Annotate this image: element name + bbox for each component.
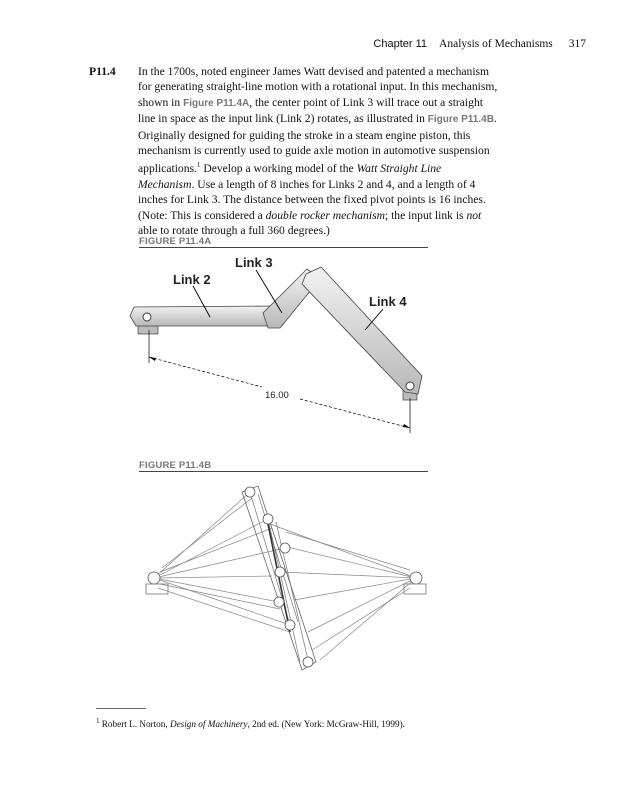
dimension-arrow-left bbox=[149, 357, 156, 361]
problem-text-1: In the 1700s, noted engineer James Watt devised and patented a mechanism for generating straight-line motion with a rotational input. In this mechanism, shown in bbox=[138, 65, 498, 109]
problem-text-5: . Use a length of 8 inches for Links 2 and 4, and a length of 4 inches for Link 3. The distance between the fixed pivot points is 16 inches. (Note: This is considered a bbox=[138, 177, 486, 222]
chapter-title: Analysis of Mechanisms bbox=[439, 38, 553, 50]
pivot-coupler-top bbox=[263, 514, 273, 524]
problem-text bbox=[138, 64, 498, 238]
link-2-bar bbox=[130, 306, 286, 326]
pivot-center bbox=[275, 567, 285, 577]
problem-text-6: ; the input link is bbox=[384, 208, 467, 222]
left-base-b bbox=[146, 584, 168, 594]
link-2-positions bbox=[154, 492, 290, 632]
footnote-rule bbox=[96, 708, 146, 709]
figure-a-rule bbox=[139, 247, 428, 248]
figure-a-reference[interactable]: Figure P11.4A bbox=[183, 97, 250, 109]
footnote-book-title: Design of Machinery bbox=[169, 719, 248, 730]
left-ground-pivot-b bbox=[148, 572, 160, 584]
right-ground-pivot-b bbox=[410, 572, 422, 584]
double-rocker-term: double rocker mechanism bbox=[265, 208, 385, 222]
problem-text-2: , the center point of Link 3 will trace out a straight line in space as the input link (Link 2) rotates, as illustrated in bbox=[138, 95, 483, 126]
figure-a-title: FIGURE P11.4A bbox=[139, 236, 212, 247]
footnote-text-2: , 2nd ed. (New York: McGraw-Hill, 1999). bbox=[247, 719, 405, 730]
figure-b-reference[interactable]: Figure P11.4B bbox=[427, 114, 494, 126]
dimension-line-right bbox=[300, 399, 410, 428]
pivot-coupler-bottom bbox=[285, 620, 295, 630]
running-header bbox=[373, 38, 586, 50]
problem-text-3: . Originally designed for guiding the stroke in a steam engine piston, this mechanism is currently used to guide axle motion in automotive suspension applications. bbox=[138, 112, 497, 176]
chapter-label: Chapter 11 bbox=[373, 38, 428, 50]
link-4-bar bbox=[302, 267, 422, 394]
footnote-marker[interactable]: 1 bbox=[196, 161, 201, 170]
problem-number: P11.4 bbox=[89, 65, 116, 78]
dimension-line-left bbox=[149, 357, 262, 387]
not-emphasis: not bbox=[466, 208, 482, 222]
link-2-label: Link 2 bbox=[173, 272, 211, 287]
footnote-text-1: Robert L. Norton, bbox=[99, 719, 170, 730]
problem-text-7: able to rotate through a full 360 degrees.) bbox=[138, 223, 330, 237]
link-4-label: Link 4 bbox=[369, 294, 407, 309]
pivot-lower bbox=[303, 657, 313, 667]
page-number: 317 bbox=[568, 38, 586, 50]
pivot-mid-1 bbox=[280, 543, 290, 553]
link-3-label: Link 3 bbox=[235, 255, 273, 270]
footnote bbox=[96, 717, 405, 729]
problem-text-4: Develop a working model of the bbox=[200, 162, 357, 176]
dimension-value: 16.00 bbox=[265, 390, 289, 401]
figure-b-drawing bbox=[140, 472, 430, 682]
footnote-number: 1 bbox=[96, 717, 100, 725]
figure-a-drawing bbox=[120, 250, 450, 450]
pivot-mid-2 bbox=[274, 597, 284, 607]
mechanism-name: Watt Straight Line Mechanism bbox=[138, 162, 442, 191]
dimension-arrow-right bbox=[403, 424, 410, 428]
pivot-upper bbox=[245, 487, 255, 497]
figure-b-title: FIGURE P11.4B bbox=[139, 460, 212, 471]
